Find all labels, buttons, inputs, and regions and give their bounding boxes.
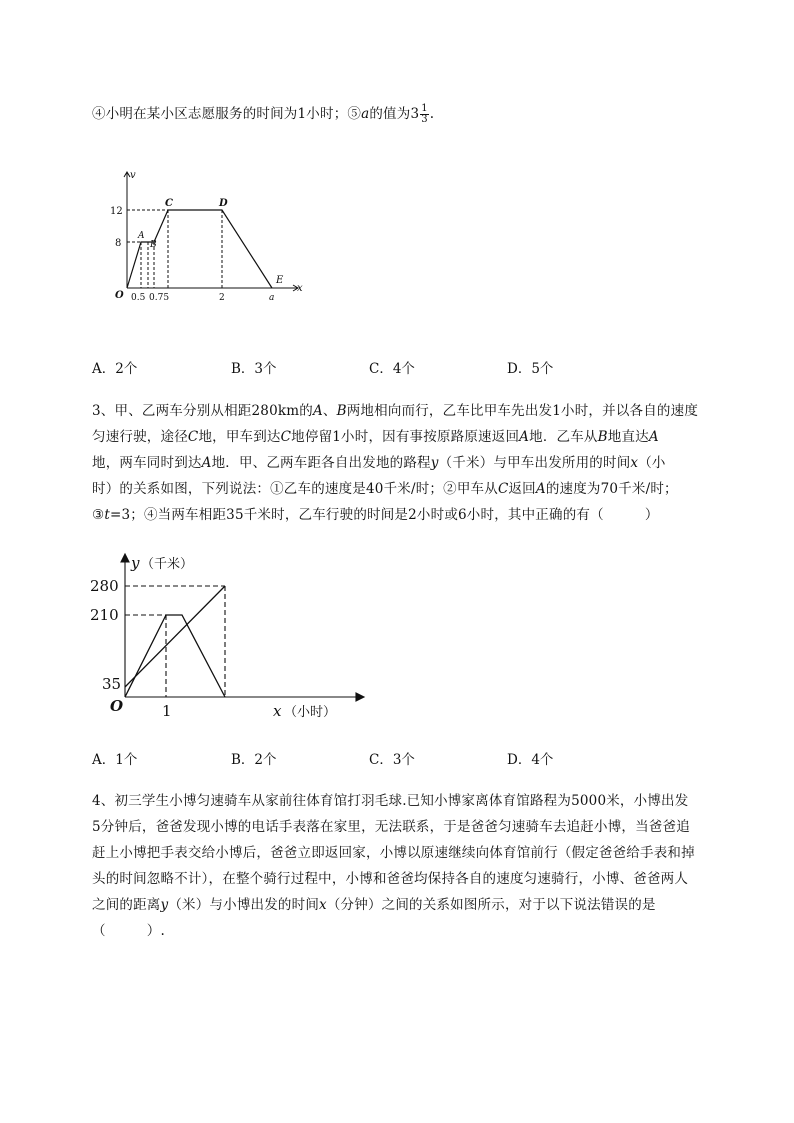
text-segment: 5分钟后，爸爸发现小博的电话手表落在家里，无法联系，于是爸爸匀速骑车去追赶小博，当爸爸追 xyxy=(92,819,690,835)
text-segment: 时）的关系如图，下列说法：①乙车的速度是40千米/时；②甲车从 xyxy=(92,481,498,497)
q3-ytick-35: 35 xyxy=(102,675,122,693)
text-segment: 头的时间忽略不计），在整个骑行过程中，小博和爸爸均保持各自的速度匀速骑行，小博、爸爸两人 xyxy=(92,871,689,887)
q3-option-a[interactable]: A．1个 xyxy=(92,752,138,768)
q4-line-1 xyxy=(92,791,688,811)
text-segment: 返回 xyxy=(508,481,536,497)
math-variable: C xyxy=(497,481,509,497)
text-segment: 地停留1小时，因有事按原路原速返回 xyxy=(291,429,520,445)
math-variable: x xyxy=(319,897,327,913)
q3-ytick-210: 210 xyxy=(90,606,119,624)
q3-option-b[interactable]: B．2个 xyxy=(231,752,277,768)
text-segment: 、 xyxy=(322,403,337,419)
q4-line-5 xyxy=(92,895,656,915)
text-segment: （千米）与甲车出发所用的时间 xyxy=(438,455,631,471)
text-segment: 地．乙车从 xyxy=(529,429,598,445)
q2-frac-num: 1 xyxy=(421,103,428,114)
q2-frac-den: 3 xyxy=(421,114,428,125)
q2-stmt-end: . xyxy=(429,106,435,122)
q2-option-a[interactable]: A．2个 xyxy=(92,361,138,377)
q4-line-2 xyxy=(92,817,690,837)
q2-point-a: A xyxy=(138,231,145,241)
math-variable: y xyxy=(160,897,169,913)
q2-stmt-text-a: ④小明在某小区志愿服务的时间为1小时；⑤ xyxy=(92,106,362,122)
text-segment: 赶上小博把手表交给小博后，爸爸立即返回家，小博以原速继续向体育馆前行（假定爸爸给手表和掉 xyxy=(92,845,695,861)
q4-line-4 xyxy=(92,869,688,889)
q3-car-yi-line xyxy=(125,586,225,687)
q3-y-label: y xyxy=(131,554,140,572)
q4-line-3 xyxy=(92,843,695,863)
q2-point-e: E xyxy=(276,275,284,286)
text-segment: ③ xyxy=(92,507,105,523)
math-variable: C xyxy=(187,429,199,445)
q2-point-b: B xyxy=(150,240,157,250)
math-variable: A xyxy=(201,455,212,471)
q3-origin: O xyxy=(110,697,124,715)
math-variable: A xyxy=(535,481,546,497)
q3-y-arrow xyxy=(121,554,129,562)
q3-line-5 xyxy=(92,505,659,525)
math-variable: A xyxy=(648,429,659,445)
math-variable: y xyxy=(430,455,439,471)
q3-line-3 xyxy=(92,453,666,473)
text-segment: （ ）. xyxy=(92,923,165,939)
math-variable: A xyxy=(312,403,323,419)
q2-option-d[interactable]: D．5个 xyxy=(507,361,554,377)
q2-xtick-075: 0.75 xyxy=(149,293,170,303)
text-segment: =3；④当两车相距35千米时，乙车行驶的时间是2小时或6小时，其中正确的有（ ） xyxy=(109,507,659,523)
q3-x-label: x xyxy=(273,702,282,720)
q3-y-unit: （千米） xyxy=(141,557,194,572)
text-segment: 地，甲车到达 xyxy=(198,429,281,445)
q3-car-jia-line xyxy=(125,615,225,697)
q2-ytick-12: 12 xyxy=(110,206,123,217)
q3-xtick-1: 1 xyxy=(162,702,172,720)
q3-option-c[interactable]: C．3个 xyxy=(369,752,415,768)
q3-x-arrow xyxy=(356,693,364,701)
text-segment: （分钟）之间的关系如图所示，对于以下说法错误的是 xyxy=(326,897,656,913)
q2-speed-polyline xyxy=(127,210,272,288)
q2-ytick-8: 8 xyxy=(115,238,122,249)
q2-point-c: C xyxy=(165,198,173,209)
text-segment: 地直达 xyxy=(607,429,649,445)
q2-option-b[interactable]: B．3个 xyxy=(231,361,277,377)
q2-var-a: a xyxy=(361,106,370,122)
q3-line-2 xyxy=(92,427,659,447)
text-segment: 的速度为70千米/时； xyxy=(545,481,678,497)
q2-statement-4-5 xyxy=(92,104,434,125)
q4-line-6 xyxy=(92,921,165,941)
text-segment: 3、甲、乙两车分别从相距280km的 xyxy=(92,403,313,419)
q3-x-unit: （小时） xyxy=(284,705,337,720)
q2-y-label: v xyxy=(130,170,136,181)
q2-xtick-05: 0.5 xyxy=(131,293,146,303)
text-segment: 地．甲、乙两车距各自出发地的路程 xyxy=(211,455,431,471)
text-segment: 4、初三学生小博匀速骑车从家前往体育馆打羽毛球.已知小博家离体育馆路程为5000米，小博出发 xyxy=(92,793,689,809)
q2-option-c[interactable]: C．4个 xyxy=(369,361,415,377)
q3-option-d[interactable]: D．4个 xyxy=(507,752,554,768)
q2-point-d: D xyxy=(219,198,228,209)
text-segment: （米）与小博出发的时间 xyxy=(168,897,320,913)
q2-origin: O xyxy=(115,290,124,301)
q3-distance-graph xyxy=(88,548,368,728)
q2-x-label: x xyxy=(297,283,303,294)
math-variable: C xyxy=(280,429,292,445)
text-segment: 两地相向而行，乙车比甲车先出发1小时，并以各自的速度 xyxy=(346,403,699,419)
q3-line-1 xyxy=(92,401,698,421)
math-variable: t xyxy=(104,507,110,523)
math-variable: B xyxy=(597,429,608,445)
text-segment: 匀速行驶，途径 xyxy=(92,429,188,445)
q3-ytick-280: 280 xyxy=(90,577,119,595)
q2-speed-graph xyxy=(100,160,310,310)
math-variable: x xyxy=(630,455,639,471)
q2-fraction xyxy=(420,104,429,125)
math-variable: A xyxy=(519,429,530,445)
q2-stmt-text-b: 的值为3 xyxy=(369,106,420,122)
text-segment: 地，两车同时到达 xyxy=(92,455,202,471)
text-segment: （小 xyxy=(638,455,666,471)
math-variable: B xyxy=(336,403,347,419)
text-segment: 之间的距离 xyxy=(92,897,161,913)
q2-xtick-a: a xyxy=(269,293,275,303)
q2-xtick-2: 2 xyxy=(219,293,225,303)
q3-line-4 xyxy=(92,479,678,499)
